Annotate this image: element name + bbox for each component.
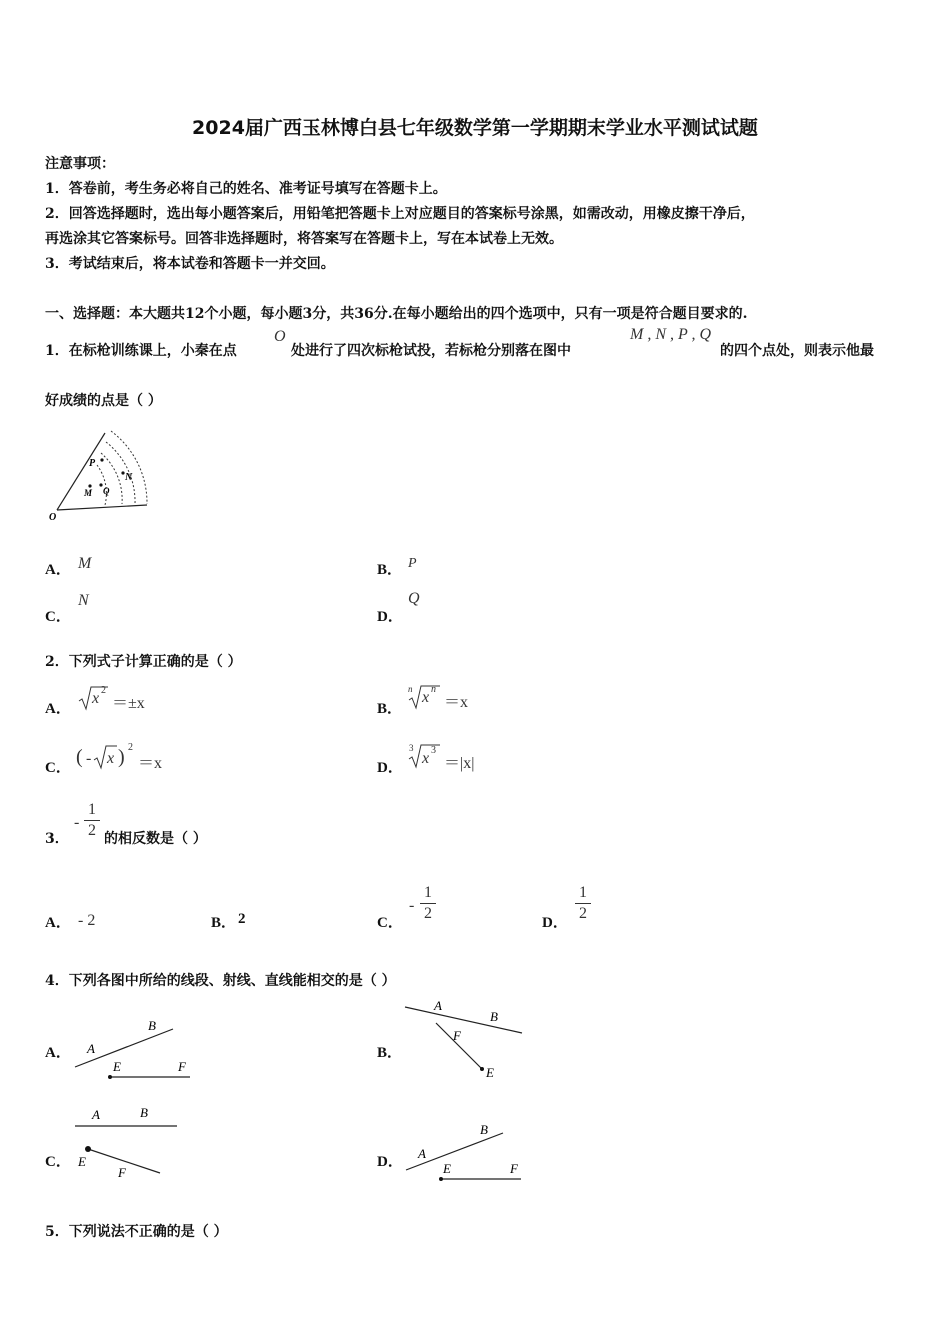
q4-option-c-label[interactable]: C． (45, 1154, 71, 1170)
q3-option-b-label[interactable]: B． (211, 915, 237, 931)
q4-c-label-e: E (78, 1154, 86, 1169)
q4-d-label-a: A (418, 1146, 426, 1161)
q3-text: 的相反数是（ ） (104, 831, 207, 847)
q3-option-c-fraction: 1 2 (420, 884, 436, 923)
q4-b-point-e (480, 1067, 484, 1071)
q3-option-c-minus: - (409, 897, 415, 914)
q4-option-b-label[interactable]: B． (377, 1045, 403, 1061)
notice-item-2-cont: 再选涂其它答案标号。回答非选择题时，将答案写在答题卡上，写在本试卷上无效。 (45, 231, 563, 247)
q3-option-b-value: 2 (238, 911, 246, 927)
q4-c-label-a: A (92, 1107, 100, 1122)
q1-text-c: 的四个点处，则表示他最 (720, 343, 874, 359)
q1-fig-label-o: O (49, 512, 57, 523)
q1-option-a-value: M (78, 555, 92, 572)
q1-option-b-value: P (408, 556, 417, 571)
q1-option-d-value: Q (408, 590, 420, 607)
q4-c-label-f: F (118, 1165, 126, 1180)
q1-text-a: 1．在标枪训练课上，小秦在点 (45, 343, 237, 359)
q4-b-label-e: E (486, 1065, 494, 1080)
q1-option-a-label[interactable]: A． (45, 562, 71, 578)
q3-option-d-fraction: 1 2 (575, 884, 591, 923)
q1-option-d-label[interactable]: D． (377, 609, 403, 625)
q1-option-c-value: N (78, 592, 89, 609)
q4-c-point-e (85, 1146, 91, 1152)
q4-b-label-b: B (490, 1009, 498, 1024)
q4-c-label-b: B (140, 1105, 148, 1120)
q4-option-b-figure (400, 995, 530, 1085)
q4-option-d-label[interactable]: D． (377, 1154, 403, 1170)
q1-text-b: 处进行了四次标枪试投，若标枪分别落在图中 (291, 343, 571, 359)
page-title: 2024届广西玉林博白县七年级数学第一学期期末学业水平测试试题 (192, 117, 758, 139)
q1-option-c-label[interactable]: C． (45, 609, 71, 625)
q4-option-d-figure (400, 1118, 530, 1188)
q3-option-d-label[interactable]: D． (542, 915, 568, 931)
q3-option-a-label[interactable]: A． (45, 915, 71, 931)
q1-option-b-label[interactable]: B． (377, 562, 403, 578)
q1-fig-label-m: M (84, 488, 93, 498)
q4-option-a-label[interactable]: A． (45, 1045, 71, 1061)
q4-option-c-figure (70, 1100, 190, 1185)
q3-fraction: 1 2 (84, 801, 100, 840)
q1-fig-ray-top (57, 433, 105, 510)
q1-fig-point-p (100, 458, 103, 461)
q1-text-d: 好成绩的点是（ ） (45, 393, 162, 409)
q4-d-label-b: B (480, 1122, 488, 1137)
q1-fig-label-p: P (89, 458, 96, 469)
q4-b-label-f: F (453, 1028, 461, 1043)
notice-item-2: 2．回答选择题时，选出每小题答案后，用铅笔把答题卡上对应题目的答案标号涂黑，如需改动，用橡皮擦干净后， (45, 206, 755, 222)
q3-minus: - (74, 814, 80, 831)
q3-option-c-label[interactable]: C． (377, 915, 403, 931)
q3-option-a-value: - 2 (78, 912, 96, 929)
q5-text: 5．下列说法不正确的是（ ） (45, 1224, 228, 1240)
q2-option-b-label[interactable]: B． (377, 701, 403, 717)
q4-text: 4．下列各图中所给的线段、射线、直线能相交的是（ ） (45, 973, 396, 989)
q1-fig-label-n: N (125, 472, 133, 483)
q4-a-label-e: E (113, 1059, 121, 1074)
q1-point-o: O (274, 328, 286, 345)
q4-a-label-b: B (148, 1018, 156, 1033)
notice-item-3: 3．考试结束后，将本试卷和答题卡一并交回。 (45, 256, 335, 272)
notice-heading: 注意事项： (45, 156, 115, 172)
q4-d-point-e (439, 1177, 443, 1181)
q2-text: 2．下列式子计算正确的是（ ） (45, 654, 242, 670)
q4-b-label-a: A (434, 998, 442, 1013)
q2-option-d-label[interactable]: D． (377, 760, 403, 776)
q4-a-point-e (108, 1075, 112, 1079)
q1-javelin-figure (45, 425, 160, 525)
q1-fig-ray-bottom (57, 505, 147, 510)
q1-fig-arc-4 (111, 431, 147, 504)
q1-fig-arc-2 (101, 453, 122, 504)
q1-fig-label-q: Q (103, 486, 110, 496)
q4-a-label-f: F (178, 1059, 186, 1074)
q4-d-label-e: E (443, 1161, 451, 1176)
q3-number: 3． (45, 831, 69, 847)
q4-option-a-figure (70, 1015, 200, 1080)
notice-item-1: 1．答卷前，考生务必将自己的姓名、准考证号填写在答题卡上。 (45, 181, 447, 197)
q4-b-line-ab (405, 1007, 522, 1033)
q4-a-label-a: A (87, 1041, 95, 1056)
q1-points: M , N , P , Q (630, 326, 712, 343)
q2-option-c-label[interactable]: C． (45, 760, 71, 776)
q4-d-label-f: F (510, 1161, 518, 1176)
q2-option-a-label[interactable]: A． (45, 701, 71, 717)
section-heading: 一、选择题：本大题共12个小题，每小题3分，共36分.在每小题给出的四个选项中，只有一项是符合题目要求的. (45, 306, 748, 322)
